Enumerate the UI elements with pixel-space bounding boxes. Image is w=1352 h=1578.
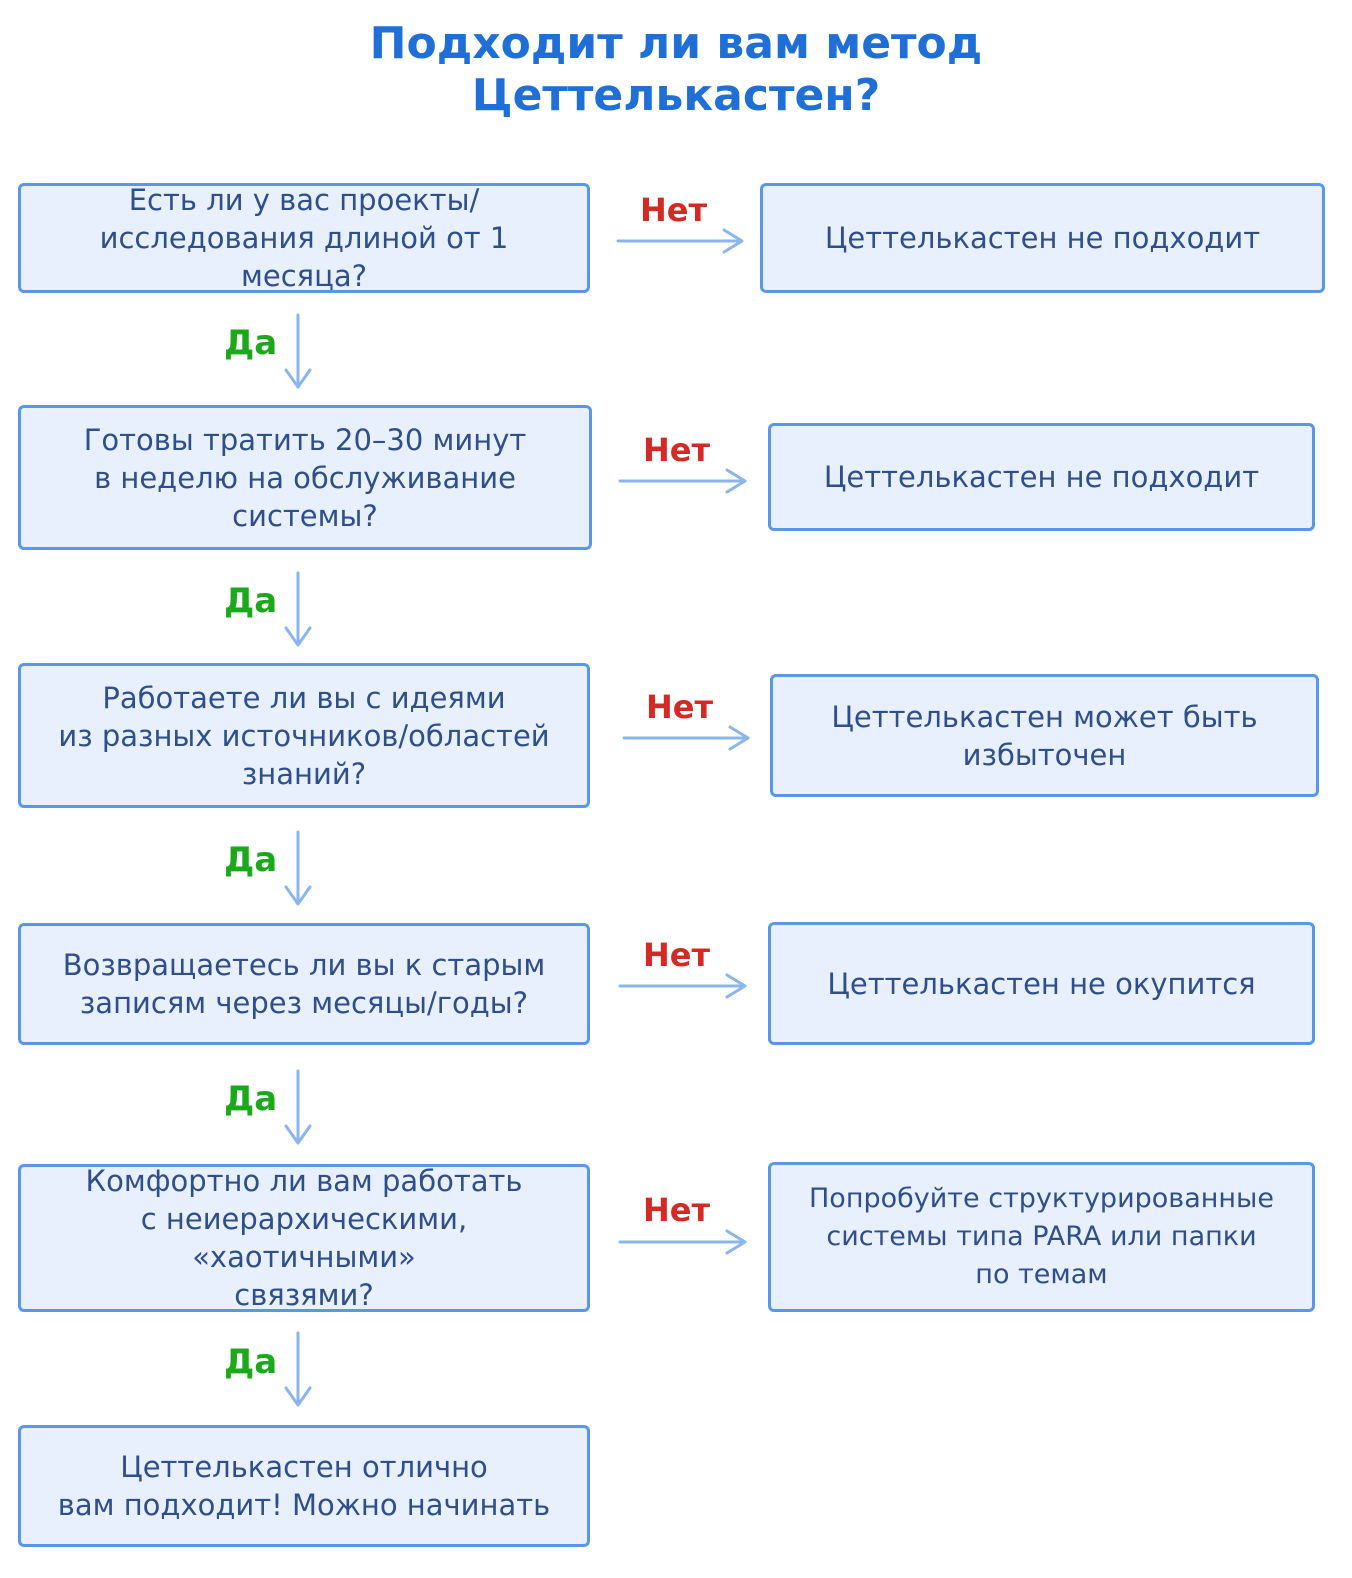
outcome-box-3 bbox=[770, 674, 1319, 797]
no-label-3: Нет bbox=[646, 688, 714, 726]
question-4-line-1: Возвращаетесь ли вы к старым bbox=[62, 948, 546, 982]
yes-arrow-2 bbox=[286, 573, 310, 645]
outcome-1-line-1: Цеттелькастен не подходит bbox=[824, 221, 1261, 255]
no-label-5: Нет bbox=[643, 1191, 711, 1229]
outcome-5-line-1: Попробуйте структурированные bbox=[809, 1183, 1274, 1214]
yes-label-1: Да bbox=[224, 323, 278, 363]
no-label-1: Нет bbox=[640, 191, 708, 229]
final-line-2: вам подходит! Можно начинать bbox=[57, 1488, 551, 1522]
question-3-line-3: знаний? bbox=[241, 756, 367, 791]
question-4-line-2: записям через месяцы/годы? bbox=[79, 986, 529, 1020]
outcome-box-4 bbox=[768, 922, 1315, 1045]
question-5-line-2: с неиерархическими, «хаотичными» bbox=[140, 1202, 468, 1274]
yes-label-2: Да bbox=[224, 581, 278, 621]
question-2-line-1: Готовы тратить 20–30 минут bbox=[83, 422, 527, 457]
question-2-line-3: системы? bbox=[232, 498, 378, 533]
outcome-box-5 bbox=[768, 1162, 1315, 1312]
question-box-2 bbox=[18, 405, 592, 550]
outcome-box-2 bbox=[768, 423, 1315, 531]
outcome-3-line-2: избыточен bbox=[962, 737, 1127, 772]
question-box-5 bbox=[18, 1164, 590, 1312]
question-3-line-2: из разных источников/областей bbox=[58, 718, 550, 753]
question-5-line-1: Комфортно ли вам работать bbox=[85, 1164, 523, 1198]
no-label-2: Нет bbox=[643, 431, 711, 469]
yes-label-5: Да bbox=[224, 1342, 278, 1382]
yes-label-4: Да bbox=[224, 1079, 278, 1119]
title-line-2: Цеттелькастен? bbox=[471, 70, 881, 121]
page-title bbox=[0, 18, 1352, 122]
question-2-line-2: в неделю на обслуживание bbox=[94, 460, 516, 495]
yes-arrow-3 bbox=[286, 832, 310, 904]
yes-arrow-5 bbox=[286, 1333, 310, 1405]
outcome-box-1 bbox=[760, 183, 1325, 293]
outcome-5-line-3: по темам bbox=[975, 1259, 1108, 1290]
yes-label-3: Да bbox=[224, 840, 278, 880]
question-3-line-1: Работаете ли вы с идеями bbox=[102, 680, 506, 715]
no-arrow-3 bbox=[624, 727, 748, 749]
outcome-2-line-1: Цеттелькастен не подходит bbox=[823, 460, 1260, 494]
outcome-4-line-1: Цеттелькастен не окупится bbox=[827, 966, 1256, 1001]
yes-arrow-4 bbox=[286, 1071, 310, 1143]
no-arrow-4 bbox=[620, 975, 745, 997]
outcome-5-line-2: системы типа PARA или папки bbox=[826, 1221, 1257, 1252]
outcome-3-line-1: Цеттелькастен может быть bbox=[831, 699, 1258, 734]
title-line-1: Подходит ли вам метод bbox=[369, 18, 983, 69]
question-1-line-2: исследования длиной от 1 месяца? bbox=[99, 221, 509, 293]
no-arrow-1 bbox=[618, 230, 742, 252]
final-line-1: Цеттелькастен отлично bbox=[120, 1450, 488, 1484]
no-label-4: Нет bbox=[643, 936, 711, 974]
question-box-1 bbox=[18, 183, 590, 293]
question-1-line-1: Есть ли у вас проекты/ bbox=[128, 183, 480, 217]
question-box-4 bbox=[18, 923, 590, 1045]
no-arrow-2 bbox=[620, 470, 745, 492]
no-arrow-5 bbox=[620, 1231, 745, 1253]
question-5-line-3: связями? bbox=[234, 1278, 374, 1312]
question-box-3 bbox=[18, 663, 590, 808]
yes-arrow-1 bbox=[286, 315, 310, 387]
final-box bbox=[18, 1425, 590, 1547]
